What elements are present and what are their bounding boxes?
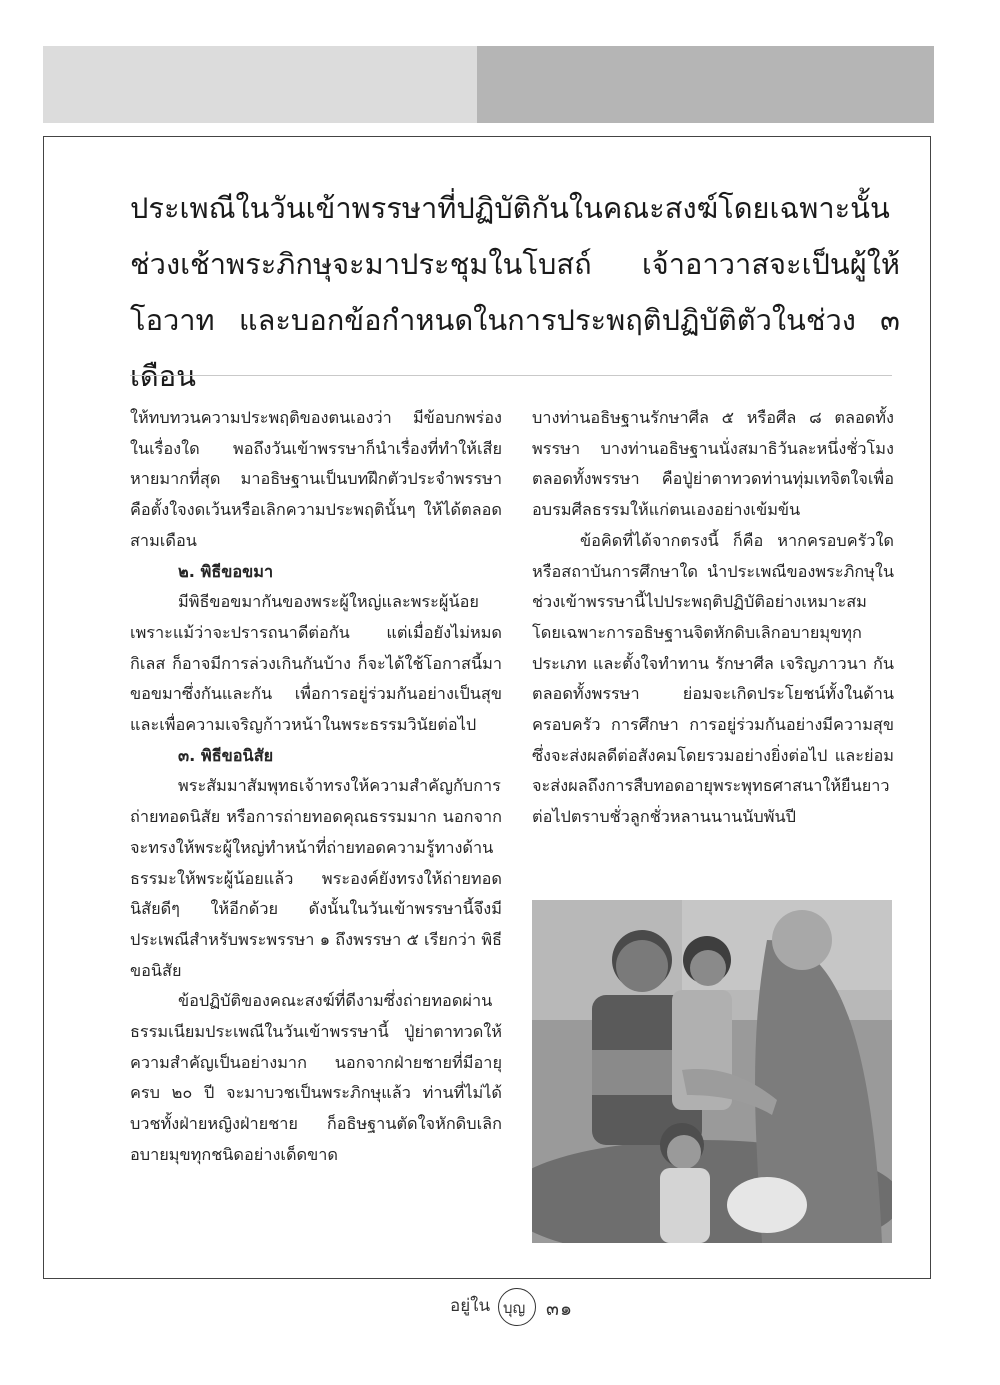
page-footer (420, 1286, 620, 1330)
magazine-logo-circle-text: บุญ (503, 1299, 526, 1317)
header-band-left (43, 46, 477, 123)
header-band-right (477, 46, 934, 123)
photo-illustration (532, 900, 892, 1243)
photo-family-with-monk (532, 900, 892, 1243)
paragraph: พระสัมมาสัมพุทธเจ้าทรงให้ความสำคัญกับการถ่ายทอดนิสัย หรือการถ่ายทอดคุณธรรมมาก นอกจากจะทรงให้พระผู้ใหญ่ทำหน้าที่ถ่ายทอดความรู้ทางด้านธรรมะให้พระผู้น้อยแล้ว พระองค์ยังทรงให้ถ่ายทอดนิสัยดีๆ ให้อีกด้วย ดังนั้นในวันเข้าพรรษานี้จึงมีประเพณีสำหรับพระพรรษา ๑ ถึงพรรษา ๕ เรียกว่า พิธีขอนิสัย (130, 776, 502, 980)
left-column (130, 403, 502, 1171)
section-heading: ๓. พิธีขอนิสัย (178, 745, 274, 765)
page-number: ๓๑ (546, 1298, 574, 1320)
headline-divider (130, 375, 892, 376)
paragraph: มีพิธีขอขมากันของพระผู้ใหญ่และพระผู้น้อย เพราะแม้ว่าจะปรารถนาดีต่อกัน แต่เมื่อยังไม่หมดกิเลส ก็อาจมีการล่วงเกินกันบ้าง ก็จะได้ใช้โอกาสนี้มาขอขมาซึ่งกันและกัน เพื่อการอยู่ร่วมกันอย่างเป็นสุขและเพื่อความเจริญก้าวหน้าในพระธรรมวินัยต่อไป (130, 592, 502, 735)
magazine-logo-text: อยู่ใน (450, 1296, 491, 1316)
magazine-logo-circle (498, 1288, 536, 1326)
right-column (532, 403, 894, 833)
paragraph: บางท่านอธิษฐานรักษาศีล ๕ หรือศีล ๘ ตลอดทั้งพรรษา บางท่านอธิษฐานนั่งสมาธิวันละหนึ่งชั่วโมงตลอดทั้งพรรษา คือปู่ย่าตาทวดท่านทุ่มเทจิตใจเพื่ออบรมศีลธรรมให้แก่ตนเองอย่างเข้มข้น (532, 408, 894, 520)
paragraph: ข้อปฏิบัติของคณะสงฆ์ที่ดีงามซึ่งถ่ายทอดผ่านธรรมเนียมประเพณีในวันเข้าพรรษานี้ ปู่ย่าตาทวดให้ความสำคัญเป็นอย่างมาก นอกจากฝ่ายชายที่มีอายุครบ ๒๐ ปี จะมาบวชเป็นพระภิกษุแล้ว ท่านที่ไม่ได้บวชทั้งฝ่ายหญิงฝ่ายชาย ก็อธิษฐานตัดใจหักดิบเลิกอบายมุขทุกชนิดอย่างเด็ดขาด (130, 991, 502, 1164)
paragraph: ข้อคิดที่ได้จากตรงนี้ ก็คือ หากครอบครัวใดหรือสถาบันการศึกษาใด นำประเพณีของพระภิกษุในช่วงเข้าพรรษานี้ไปประพฤติปฏิบัติอย่างเหมาะสม โดยเฉพาะการอธิษฐานจิตหักดิบเลิกอบายมุขทุกประเภท และตั้งใจทำทาน รักษาศีล เจริญภาวนา กันตลอดทั้งพรรษา ย่อมจะเกิดประโยชน์ทั้งในด้านครอบครัว การศึกษา การอยู่ร่วมกันอย่างมีความสุข ซึ่งจะส่งผลดีต่อสังคมโดยรวมอย่างยิ่งต่อไป และย่อมจะส่งผลถึงการสืบทอดอายุพระพุทธศาสนาให้ยืนยาวต่อไปตราบชั่วลูกชั่วหลานนานนับพันปี (532, 530, 894, 827)
section-heading: ๒. พิธีขอขมา (178, 561, 274, 581)
paragraph: ให้ทบทวนความประพฤติของตนเองว่า มีข้อบกพร่องในเรื่องใด พอถึงวันเข้าพรรษาก็นำเรื่องที่ทำให้เสียหายมากที่สุด มาอธิษฐานเป็นบทฝึกตัวประจำพรรษา คือตั้งใจงดเว้นหรือเลิกความประพฤตินั้นๆ ให้ได้ตลอดสามเดือน (130, 408, 502, 550)
headline: ประเพณีในวันเข้าพรรษาที่ปฏิบัติกันในคณะสงฆ์โดยเฉพาะนั้น ช่วงเช้าพระภิกษุจะมาประชุมในโบสถ์ เจ้าอาวาสจะเป็นผู้ให้โอวาท และบอกข้อกำหนดในการประพฤติปฏิบัติตัวในช่วง ๓ เดือน (130, 191, 900, 393)
